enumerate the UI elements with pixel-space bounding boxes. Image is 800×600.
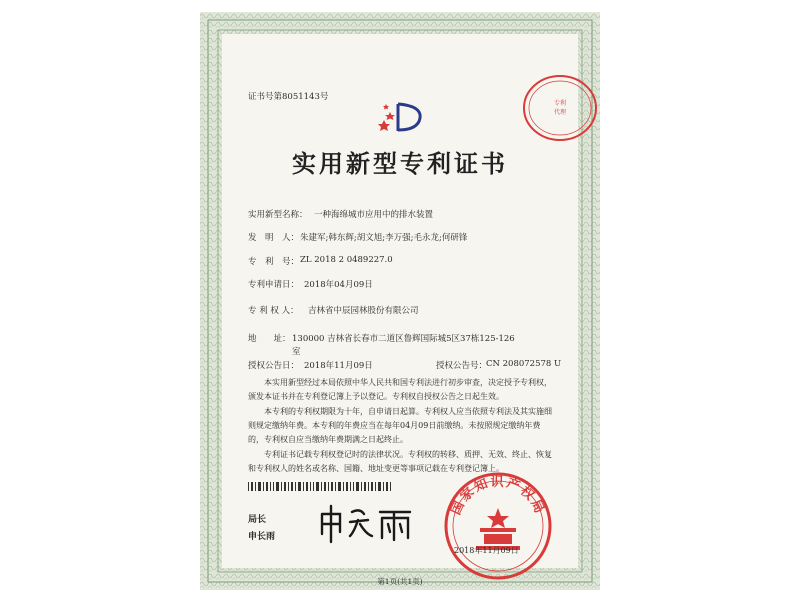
office-seal-bottom — [440, 470, 556, 582]
seal-date: 2018年11月09日 — [454, 546, 519, 555]
svg-text:代理: 代理 — [553, 109, 567, 116]
field-label-application-date: 专利申请日： — [248, 280, 300, 290]
field-label-patent-no: 专 利 号： — [248, 257, 300, 267]
field-value-address: 130000 吉林省长春市二道区鲁辉国际城5区37栋125-126 — [292, 334, 515, 344]
certificate-title: 实用新型专利证书 — [292, 149, 508, 178]
field-label-inventors: 发 明 人： — [248, 233, 300, 243]
field-label-grant-date: 授权公告日： — [248, 361, 300, 371]
signatory-block — [248, 512, 275, 546]
field-value-announcement-no: CN 208072578 U — [486, 359, 562, 369]
field-value-patent-no: ZL 2018 2 0489227.0 — [300, 255, 393, 265]
page-footer: 第1页(共1页) — [377, 577, 423, 586]
patent-certificate — [200, 12, 600, 590]
notice-paragraph-1: 本实用新型经过本局依照中华人民共和国专利法进行初步审查，决定授予专利权，颁发本证书并在专利登记簿上予以登记。专利权自授权公告之日起生效。 — [248, 378, 552, 401]
barcode — [248, 482, 393, 491]
field-label-address: 地 址： — [248, 334, 291, 344]
field-value-address-line2: 室 — [292, 347, 301, 357]
certificate-number: 证书号第8051143号 — [248, 92, 329, 102]
field-label-name: 实用新型名称： — [248, 210, 308, 220]
field-label-patentee: 专 利 权 人： — [248, 306, 299, 316]
notice-paragraph-3: 专利证书记载专利权登记时的法律状况。专利权的转移、质押、无效、终止、恢复和专利权人的姓名或名称、国籍、地址变更等事项记载在专利登记簿上。 — [248, 450, 552, 473]
field-value-inventors: 朱建军;韩东辉;胡文旭;李万强;毛永龙;何研锋 — [300, 233, 468, 243]
field-value-name: 一种海绵城市应用中的排水装置 — [314, 210, 434, 220]
cnipa-logo-icon — [376, 98, 432, 134]
field-value-patentee: 吉林省中辰园林股份有限公司 — [308, 306, 419, 316]
svg-text:专利: 专利 — [553, 100, 567, 107]
field-value-application-date: 2018年04月09日 — [304, 280, 373, 290]
notice-paragraph-2: 本专利的专利权期限为十年，自申请日起算。专利权人应当依照专利法及其实施细则规定缴纳年费。本专利的年费应当在每年04月09日前缴纳。未按照规定缴纳年费的，专利权自应当缴纳年费期满之日起终止。 — [248, 407, 552, 444]
signatory-title: 局长 — [248, 515, 267, 525]
agency-seal-top — [520, 72, 600, 144]
svg-text:国家知识产权局: 国家知识产权局 — [448, 475, 548, 518]
signatory-name: 申长雨 — [248, 532, 276, 542]
handwritten-signature — [316, 502, 416, 544]
field-value-grant-date: 2018年11月09日 — [304, 361, 373, 371]
field-label-announcement-no: 授权公告号： — [436, 361, 488, 371]
